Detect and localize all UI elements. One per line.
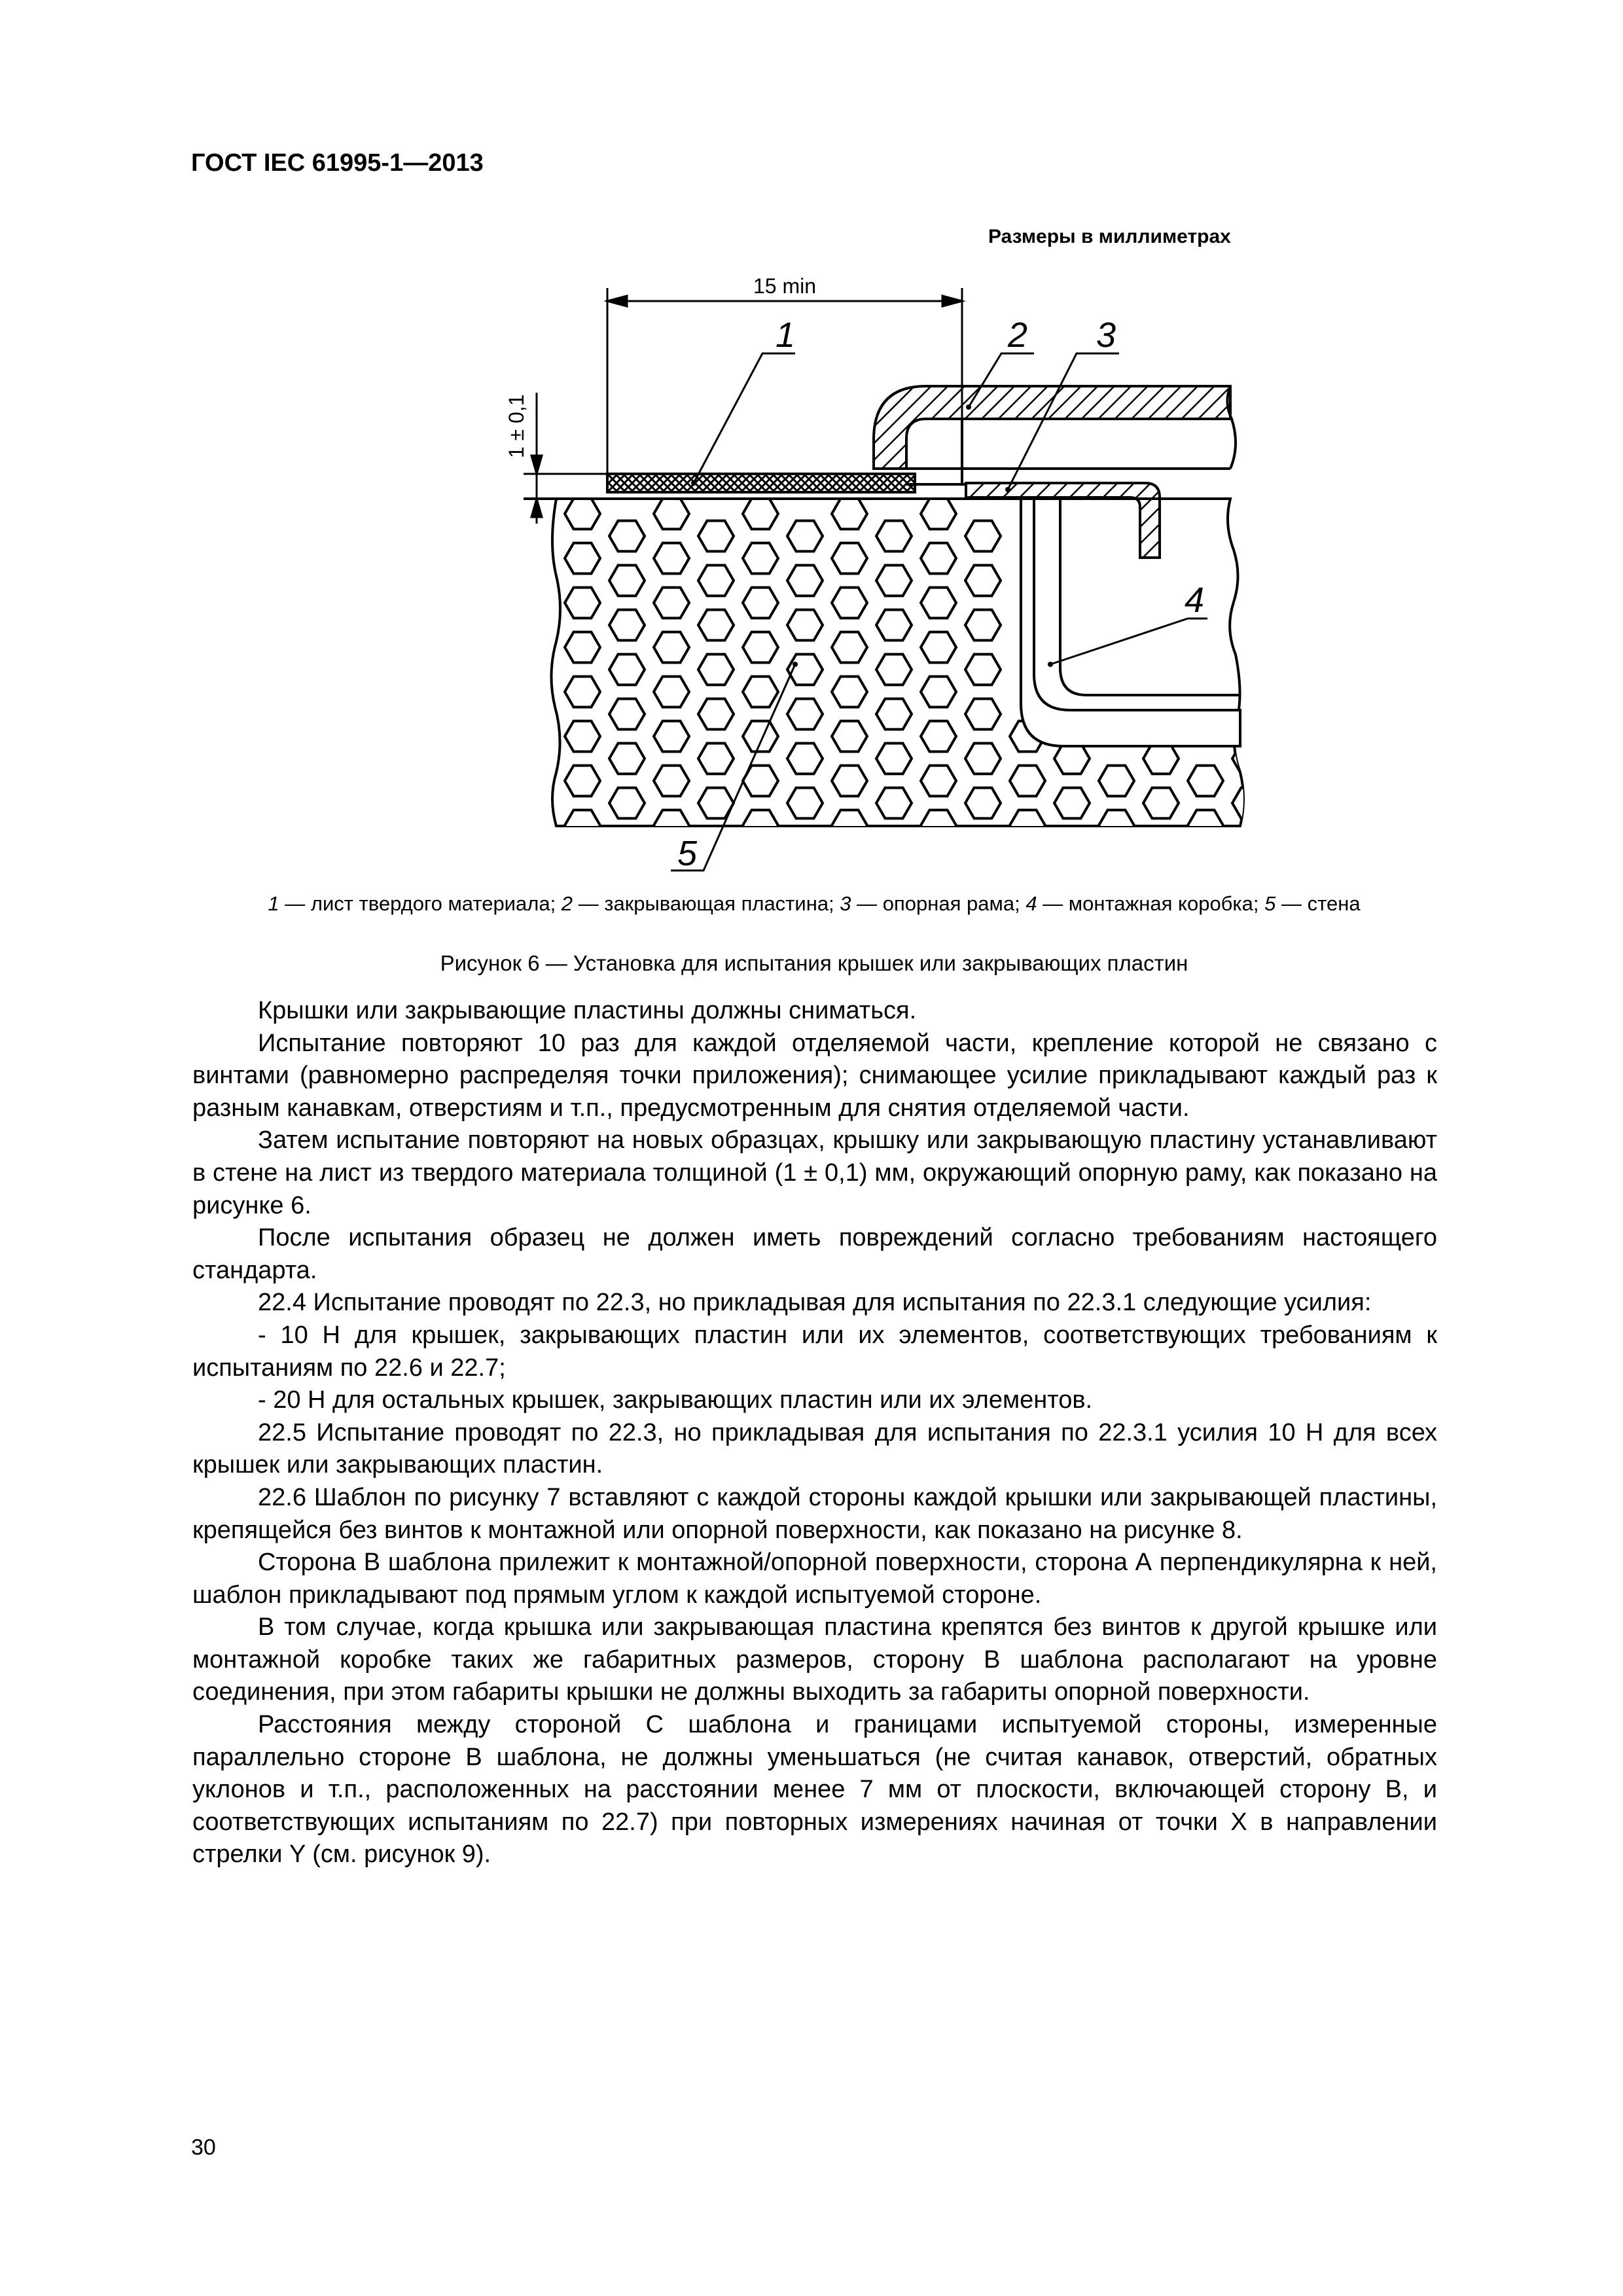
wall-hexagon-cell bbox=[698, 610, 734, 641]
wall-hexagon-cell bbox=[654, 677, 689, 708]
wall-hexagon-cell bbox=[921, 632, 956, 663]
paragraph: В том случае, когда крышка или закрывающая пластина крепятся без винтов к другой крышке или монтажной коробке таких же габаритных размеров, сторону В шаблона располагают на уровне соединения, при этом габариты крышки не должны выходить за габариты опорной поверхности. bbox=[192, 1613, 1437, 1706]
wall-hexagon-cell bbox=[832, 721, 867, 752]
paragraph: Затем испытание повторяют на новых образцах, крышку или закрывающую пластину устанавливают в стене на лист из твердого материала толщиной (1 ± 0,1) мм, окружающий опорную раму, как показано на рисунке 6. bbox=[192, 1126, 1437, 1219]
wall-hexagon-cell bbox=[654, 588, 689, 619]
wall-hexagon-cell bbox=[832, 766, 867, 797]
wall-hexagon-cell bbox=[1099, 810, 1134, 841]
wall-hexagon-cell bbox=[832, 810, 867, 841]
units-note: Размеры в миллиметрах bbox=[988, 226, 1231, 247]
wall-hexagon-cell bbox=[1188, 766, 1223, 797]
wall-hexagon-cell bbox=[743, 721, 778, 752]
figure-6-drawing bbox=[0, 0, 1623, 890]
wall-hexagon-cell bbox=[965, 521, 1001, 552]
wall-hexagon-cell bbox=[565, 588, 600, 619]
wall-hexagon-cell bbox=[876, 565, 912, 596]
wall-hexagon-cell bbox=[921, 721, 956, 752]
paragraph: Крышки или закрывающие пластины должны сниматься. bbox=[258, 997, 917, 1024]
wall-hexagon-cell bbox=[565, 810, 600, 841]
wall-hexagon-cell bbox=[698, 655, 734, 685]
wall-hexagon-cell bbox=[1010, 766, 1045, 797]
wall-hexagon-cell bbox=[832, 499, 867, 529]
wall-hexagon-cell bbox=[1010, 810, 1045, 841]
wall-hexagon-cell bbox=[698, 833, 734, 863]
wall-hexagon-cell bbox=[1099, 766, 1134, 797]
hard-material-sheet bbox=[607, 474, 915, 492]
callout-1: 1 bbox=[776, 315, 796, 355]
list-item: - 20 Н для остальных крышек, закрывающих пластин или их элементов. bbox=[258, 1386, 1093, 1414]
wall-hexagon-cell bbox=[965, 699, 1001, 730]
wall-hexagon-cell bbox=[698, 699, 734, 730]
wall-hexagon-cell bbox=[965, 610, 1001, 641]
wall-hexagon-cell bbox=[654, 543, 689, 574]
wall-hexagon-cell bbox=[787, 788, 823, 819]
wall-hexagon-cell bbox=[565, 677, 600, 708]
legend-item-3: 3 — опорная рама; bbox=[840, 892, 1026, 915]
wall-hexagon-cell bbox=[787, 699, 823, 730]
dimension-thickness-label: 1 ± 0,1 bbox=[505, 394, 528, 458]
cover-plate bbox=[874, 386, 1230, 469]
wall-hexagon-cell bbox=[743, 677, 778, 708]
wall-hexagon-cell bbox=[654, 499, 689, 529]
wall-hexagon-cell bbox=[876, 655, 912, 685]
wall-hexagon-cell bbox=[832, 588, 867, 619]
wall-hexagon-cell bbox=[1188, 810, 1223, 841]
wall-hexagon-cell bbox=[832, 677, 867, 708]
wall-hexagon-cell bbox=[654, 766, 689, 797]
wall-hexagon-cell bbox=[921, 543, 956, 574]
wall-hexagon-cell bbox=[565, 499, 600, 529]
wall-hexagon-cell bbox=[1232, 744, 1268, 774]
wall-hexagon-cell bbox=[565, 632, 600, 663]
wall-hexagon-cell bbox=[787, 521, 823, 552]
wall-hexagon-cell bbox=[698, 744, 734, 774]
paragraph: Сторона В шаблона прилежит к монтажной/опорной поверхности, сторона А перпендикулярна к ней, шаблон прикладывают под прямым углом к каждой испытуемой стороне. bbox=[192, 1549, 1437, 1609]
wall-hexagon-cell bbox=[876, 521, 912, 552]
wall-hexagon-cell bbox=[609, 655, 645, 685]
wall-hexagon-cell bbox=[876, 610, 912, 641]
wall-hexagon-cell bbox=[565, 766, 600, 797]
legend-item-1: 1 — лист твердого материала; bbox=[268, 892, 562, 915]
wall-hexagon-cell bbox=[876, 699, 912, 730]
wall-hexagon-cell bbox=[921, 766, 956, 797]
wall-hexagon-cell bbox=[609, 521, 645, 552]
list-item: - 10 Н для крышек, закрывающих пластин или их элементов, соответствующих требованиям к испытаниям по 22.6 и 22.7; bbox=[192, 1321, 1437, 1382]
wall-hexagon-cell bbox=[654, 632, 689, 663]
wall-hexagon-cell bbox=[609, 744, 645, 774]
wall-hexagon-cell bbox=[965, 744, 1001, 774]
page-number: 30 bbox=[191, 2135, 216, 2160]
wall-hexagon-cell bbox=[1054, 833, 1090, 863]
wall-hexagon-cell bbox=[609, 833, 645, 863]
wall-hexagon-cell bbox=[1232, 788, 1268, 819]
callout-5: 5 bbox=[677, 834, 698, 873]
wall-hexagon-cell bbox=[832, 543, 867, 574]
wall-hexagon-cell bbox=[921, 810, 956, 841]
wall-hexagon-cell bbox=[609, 610, 645, 641]
callout-4: 4 bbox=[1185, 581, 1205, 620]
wall-hexagon-cell bbox=[565, 721, 600, 752]
paragraph: Испытание повторяют 10 раз для каждой отделяемой части, крепление которой не связано с винтами (равномерно распределяя точки приложения); снимающее усилие прикладывают каждый раз к разным канавкам, отверстиям и т.п., предусмотренным для снятия отделяемой части. bbox=[192, 1029, 1437, 1122]
wall-hexagon-cell bbox=[1143, 744, 1179, 774]
wall-hexagon-cell bbox=[743, 588, 778, 619]
dimension-15-min-label: 15 min bbox=[753, 274, 817, 298]
wall-hexagon-cell bbox=[609, 788, 645, 819]
wall-hexagon-cell bbox=[654, 721, 689, 752]
wall-hexagon-cell bbox=[743, 543, 778, 574]
callout-3: 3 bbox=[1096, 315, 1116, 355]
wall-hexagon-cell bbox=[1143, 788, 1179, 819]
wall-hexagon-cell bbox=[965, 788, 1001, 819]
wall-hexagon-cell bbox=[743, 632, 778, 663]
wall-hexagon-cell bbox=[965, 565, 1001, 596]
wall-hexagon-cell bbox=[698, 565, 734, 596]
legend-item-5: 5 — стена bbox=[1264, 892, 1361, 915]
callout-2: 2 bbox=[1008, 315, 1028, 355]
wall-hexagon-cell bbox=[787, 744, 823, 774]
figure-legend bbox=[191, 892, 1437, 916]
legend-item-2: 2 — закрывающая пластина; bbox=[561, 892, 840, 915]
wall-hexagon-cell bbox=[609, 565, 645, 596]
body-text bbox=[192, 995, 1437, 1871]
wall-hexagon-cell bbox=[1143, 833, 1179, 863]
paragraph: После испытания образец не должен иметь повреждений согласно требованиям настоящего стандарта. bbox=[192, 1224, 1437, 1284]
wall-hexagon-cell bbox=[1054, 744, 1090, 774]
wall-hexagon-cell bbox=[698, 521, 734, 552]
wall-hexagon-cell bbox=[1054, 788, 1090, 819]
wall-hexagon-cell bbox=[965, 833, 1001, 863]
standard-header: ГОСТ IEC 61995-1—2013 bbox=[191, 149, 484, 177]
wall-hexagon-cell bbox=[787, 610, 823, 641]
wall-hexagon-cell bbox=[921, 677, 956, 708]
wall-hexagon-cell bbox=[876, 788, 912, 819]
wall-hexagon-cell bbox=[609, 699, 645, 730]
wall-hexagon-cell bbox=[965, 655, 1001, 685]
wall-hexagon-cell bbox=[921, 499, 956, 529]
wall-hexagon-cell bbox=[743, 810, 778, 841]
wall-hexagon-cell bbox=[921, 588, 956, 619]
paragraph: 22.5 Испытание проводят по 22.3, но прикладывая для испытания по 22.3.1 усилия 10 Н для всех крышек или закрывающих пластин. bbox=[192, 1418, 1437, 1479]
wall-hexagon-cell bbox=[787, 833, 823, 863]
wall-hexagon-cell bbox=[565, 543, 600, 574]
paragraph: 22.6 Шаблон по рисунку 7 вставляют с каждой стороны каждой крышки или закрывающей пластины, крепящейся без винтов к монтажной или опорной поверхности, как показано на рисунке 8. bbox=[192, 1483, 1437, 1544]
wall-hexagon-cell bbox=[743, 499, 778, 529]
paragraph: 22.4 Испытание проводят по 22.3, но прикладывая для испытания по 22.3.1 следующие усилия: bbox=[258, 1289, 1372, 1317]
paragraph: Расстояния между стороной С шаблона и границами испытуемой стороны, измеренные параллельно стороне В шаблона, не должны уменьшаться (не считая канавок, отверстий, обратных уклонов и т.п., расположенных на расстоянии менее 7 мм от плоскости, включающей сторону В, и соответствующих испытаниям по 22.7) при повторных измерениях начиная от точки X в направлении стрелки Y (см. рисунок 9). bbox=[192, 1711, 1437, 1869]
figure-caption: Рисунок 6 — Установка для испытания крышек или закрывающих пластин bbox=[440, 951, 1188, 975]
wall-hexagon-cell bbox=[876, 744, 912, 774]
wall-hexagon-cell bbox=[876, 833, 912, 863]
wall-hexagon-cell bbox=[832, 632, 867, 663]
wall-hexagon-cell bbox=[787, 565, 823, 596]
wall-hexagon-cell bbox=[1232, 833, 1268, 863]
legend-item-4: 4 — монтажная коробка; bbox=[1026, 892, 1265, 915]
